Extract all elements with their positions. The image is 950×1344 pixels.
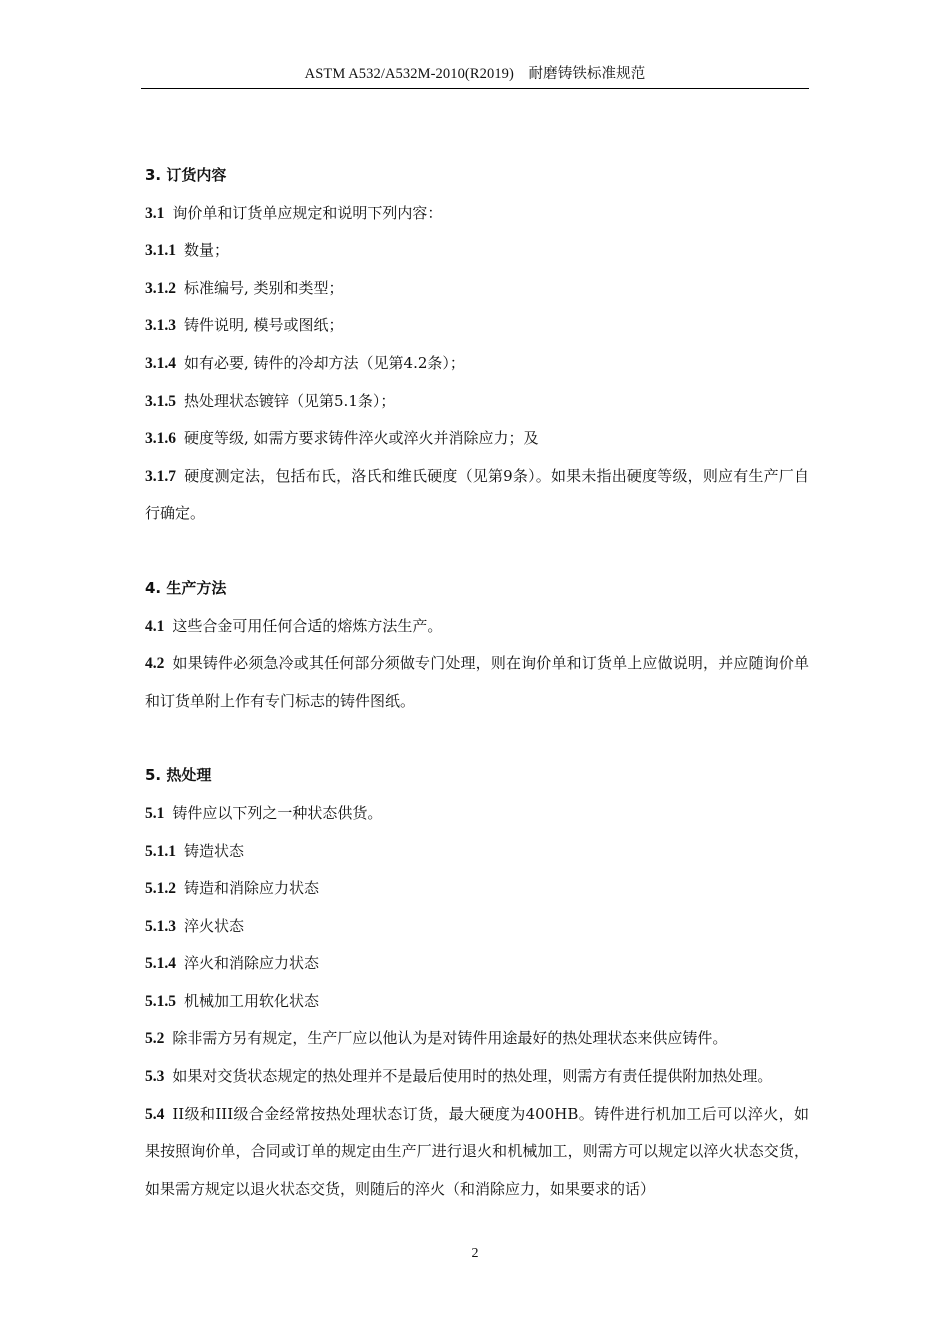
- clause-number: 3.1.1: [145, 242, 176, 260]
- clause-number: 3.1.7: [145, 467, 176, 485]
- clause-number: 4.1: [145, 617, 165, 635]
- clause-text: 铸件应以下列之一种状态供货。: [172, 803, 383, 822]
- clause-5-1-2: [145, 870, 809, 908]
- clause-3-1-6: [145, 420, 809, 458]
- clause-3-1-2: [145, 270, 809, 308]
- page-number: 2: [471, 1246, 479, 1261]
- clause-number: 3.1.5: [145, 392, 176, 410]
- clause-text: 询价单和订货单应规定和说明下列内容：: [172, 203, 443, 222]
- clause-number: 5.2: [145, 1030, 165, 1048]
- clause-number: 5.1.1: [145, 842, 176, 860]
- section-heading-4: 4. 生产方法: [145, 578, 227, 597]
- clause-3-1-7: [145, 458, 809, 533]
- section-spacer: [145, 533, 809, 570]
- clause-5-1-1: [145, 833, 809, 871]
- clause-text: 如果对交货状态规定的热处理并不是最后使用时的热处理，则需方有责任提供附加热处理。: [172, 1067, 773, 1086]
- section-heading-5: 5. 热处理: [145, 766, 212, 785]
- clause-text: 热处理状态镀锌（见第5.1条）；: [184, 391, 396, 410]
- clause-text: 淬火和消除应力状态: [184, 954, 320, 973]
- clause-5-1-3: [145, 908, 809, 946]
- clause-number: 3.1.6: [145, 430, 176, 448]
- clause-5-1-4: [145, 945, 809, 983]
- clause-3-1-5: [145, 383, 809, 421]
- clause-number: 5.3: [145, 1068, 165, 1086]
- clause-number: 4.2: [145, 655, 165, 673]
- clause-5-3: [145, 1058, 809, 1096]
- clause-number: 3.1.4: [145, 354, 176, 372]
- clause-3-1: [145, 195, 809, 233]
- clause-number: 5.4: [145, 1105, 165, 1123]
- clause-text: 淬火状态: [184, 916, 245, 935]
- clause-text: 如果铸件必须急冷或其任何部分须做专门处理，则在询价单和订货单上应做说明，并应随询价单和订货单附上作有专门标志的铸件图纸。: [145, 654, 809, 710]
- clause-text: 机械加工用软化状态: [184, 991, 320, 1010]
- clause-text: 铸件说明, 模号或图纸；: [184, 316, 344, 335]
- clause-4-2: [145, 645, 809, 720]
- clause-text: 铸造状态: [184, 841, 245, 860]
- clause-text: 数量；: [184, 241, 230, 260]
- header-rule: [141, 88, 809, 89]
- clause-text: 标准编号, 类别和类型；: [184, 278, 344, 297]
- clause-4-1: [145, 608, 809, 646]
- clause-number: 5.1.2: [145, 880, 176, 898]
- clause-text: 如有必要, 铸件的冷却方法（见第4.2条）；: [184, 353, 465, 372]
- clause-number: 3.1.3: [145, 317, 176, 335]
- clause-text: 硬度等级, 如需方要求铸件淬火或淬火并消除应力；及: [184, 429, 539, 448]
- clause-number: 5.1: [145, 804, 165, 822]
- clause-text: II级和III级合金经常按热处理状态订货，最大硬度为400HB。铸件进行机加工后可以淬火，如果按照询价单，合同或订单的规定由生产厂进行退火和机械加工，则需方可以规定以淬火状态交货，如果需方规定以退火状态交货，则随后的淬火（和消除应力，如果要求的话）: [145, 1104, 809, 1198]
- clause-5-1: [145, 795, 809, 833]
- clause-text: 铸造和消除应力状态: [184, 879, 320, 898]
- clause-number: 3.1: [145, 204, 165, 222]
- clause-3-1-3: [145, 307, 809, 345]
- document-body: [145, 157, 809, 1208]
- clause-number: 5.1.4: [145, 955, 176, 973]
- clause-text: 硬度测定法，包括布氏，洛氏和维氏硬度（见第9条）。如果未指出硬度等级，则应有生产厂自行确定。: [145, 466, 809, 523]
- section-heading-3: 3. 订货内容: [145, 166, 227, 184]
- clause-number: 5.1.5: [145, 992, 176, 1010]
- clause-3-1-1: [145, 232, 809, 270]
- clause-number: 5.1.3: [145, 917, 176, 935]
- page-header: ASTM A532/A532M-2010(R2019) 耐磨铸铁标准规范: [304, 66, 646, 82]
- section-spacer: [145, 720, 809, 757]
- clause-5-2: [145, 1020, 809, 1058]
- clause-text: 除非需方另有规定，生产厂应以他认为是对铸件用途最好的热处理状态来供应铸件。: [172, 1029, 728, 1048]
- clause-5-4: [145, 1096, 809, 1209]
- clause-number: 3.1.2: [145, 279, 176, 297]
- clause-5-1-5: [145, 983, 809, 1021]
- clause-text: 这些合金可用任何合适的熔炼方法生产。: [172, 616, 443, 635]
- clause-3-1-4: [145, 345, 809, 383]
